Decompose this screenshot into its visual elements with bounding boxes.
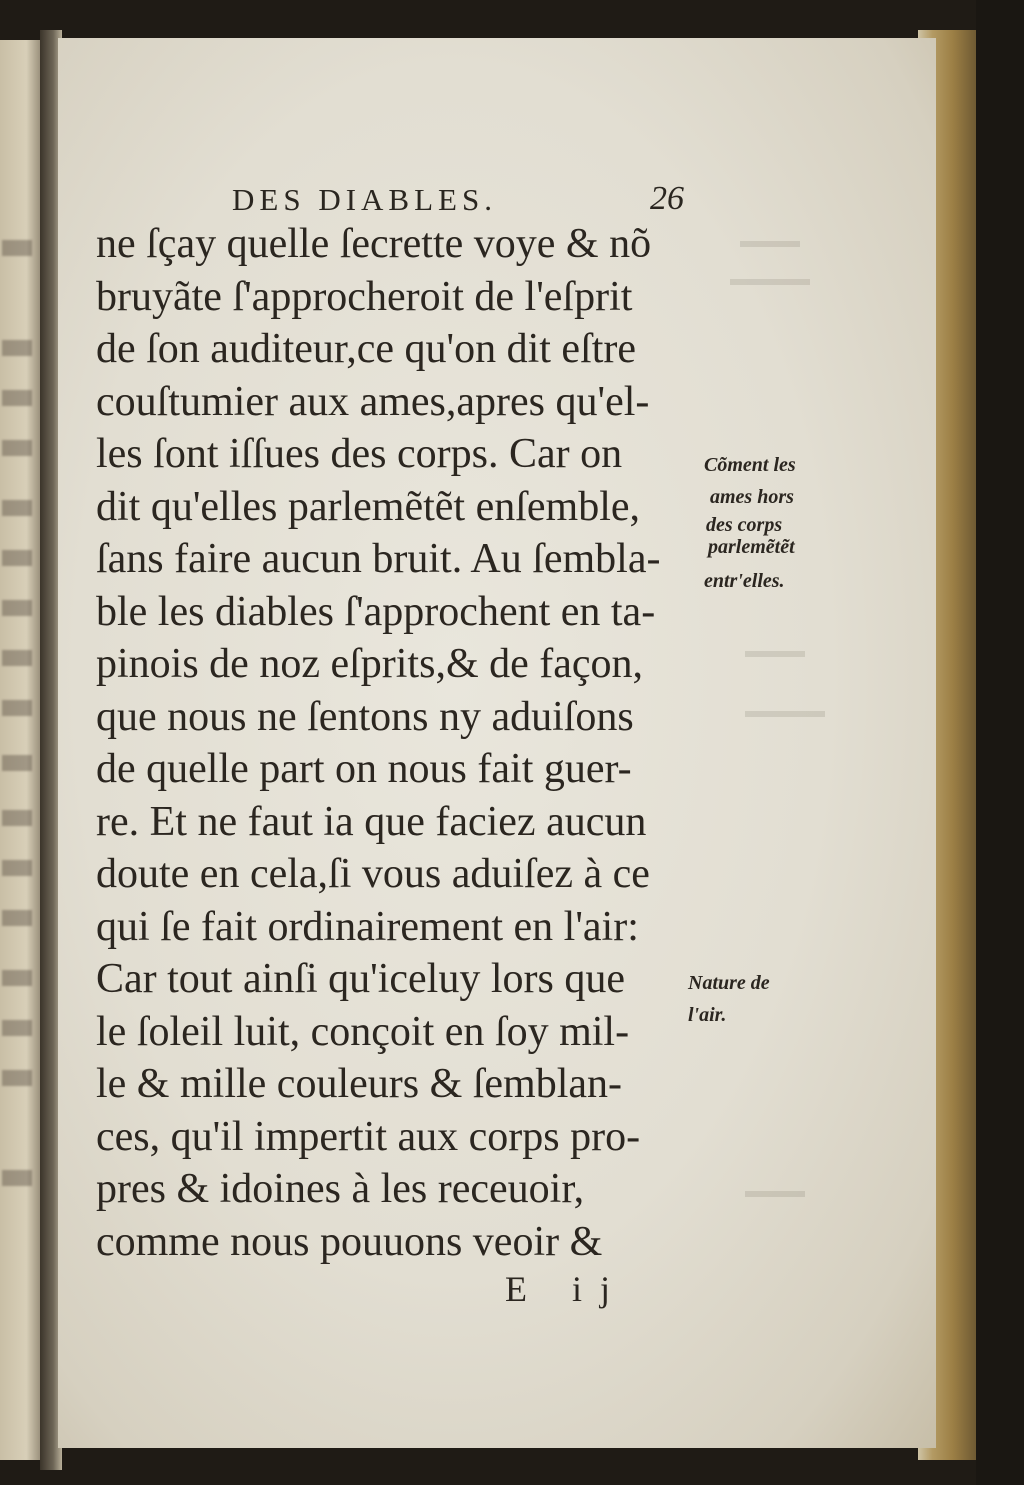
text-line: que nous ne ſentons ny aduiſons [96, 693, 634, 740]
text-line: bruyãte ſ'approcheroit de l'eſprit [96, 273, 633, 320]
text-line: de quelle part on nous fait guer- [96, 746, 632, 792]
text-line: ne ſçay quelle ſecrette voye & nõ [96, 221, 652, 267]
note-line: parlemẽtẽt [708, 536, 795, 558]
facing-page-edge [0, 40, 44, 1460]
text-line: Car tout ainſi qu'iceluy lors que [96, 956, 625, 1002]
body-text [96, 218, 696, 1268]
text-line: pinois de noz eſprits,& de façon, [96, 641, 644, 687]
text-line: qui ſe fait ordinairement en l'air: [96, 903, 639, 950]
note-line: Nature de [688, 972, 770, 994]
text-line: ſans faire aucun bruit. Au ſembla- [96, 536, 661, 582]
text-line: couſtumier aux ames,apres qu'el- [96, 378, 650, 425]
page-number: 26 [650, 180, 684, 217]
show-through-mark: ▬▬▬ [745, 640, 805, 662]
show-through-mark: ▬▬▬▬ [730, 268, 810, 290]
text-line: le & mille couleurs & ſemblan- [96, 1061, 623, 1107]
signature-mark: E ij [505, 1269, 628, 1309]
marginal-note-air [688, 970, 770, 1028]
text-line: ces, qu'il impertit aux corps pro- [96, 1113, 641, 1160]
running-head: DES DIABLES. [232, 182, 497, 217]
text-line: ble les diables ſ'approchent en ta- [96, 588, 656, 635]
text-line: dit qu'elles parlemẽtẽt enſemble, [96, 483, 641, 530]
note-line: Cõment les [704, 454, 796, 476]
text-line: pres & idoines à les receuoir, [96, 1166, 585, 1212]
marginal-note-souls [704, 452, 796, 594]
note-line: entr'elles. [704, 570, 785, 592]
show-through-mark: ▬▬▬ [740, 230, 800, 252]
note-line: l'air. [688, 1004, 727, 1026]
note-line: des corps [706, 514, 783, 536]
text-line: re. Et ne faut ia que faciez aucun [96, 798, 647, 845]
text-line: comme nous pouuons veoir & [96, 1218, 603, 1265]
text-line: de ſon auditeur,ce qu'on dit eſtre [96, 326, 637, 372]
show-through-mark: ▬▬▬ [745, 1180, 805, 1202]
text-line: les ſont iſſues des corps. Car on [96, 431, 623, 477]
scan-background [976, 0, 1024, 1485]
text-line: doute en cela,ſi vous aduiſez à ce [96, 851, 650, 897]
show-through-mark: ▬▬▬▬ [745, 700, 825, 722]
text-line: le ſoleil luit, conçoit en ſoy mil- [96, 1008, 630, 1055]
note-line: ames hors [710, 486, 794, 508]
